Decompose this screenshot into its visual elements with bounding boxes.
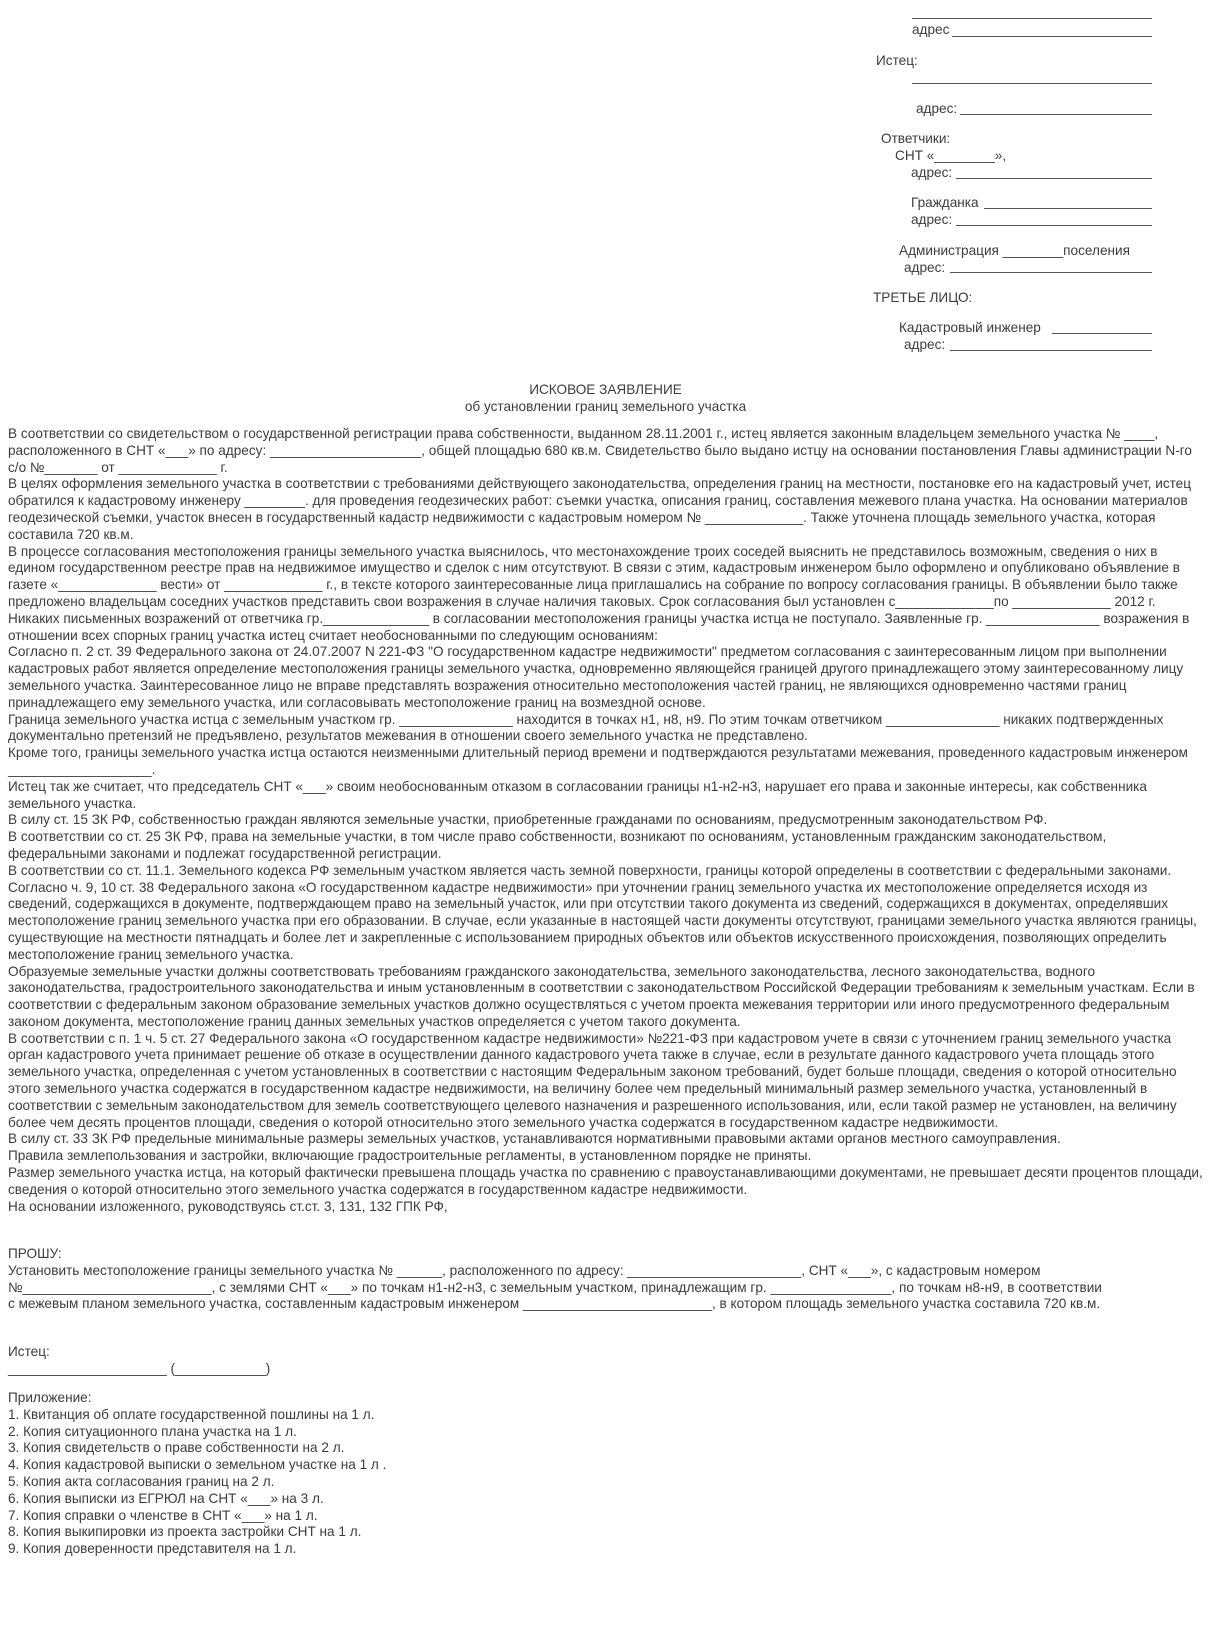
signature-label: Истец: [8,1344,50,1359]
request-section [8,1246,1203,1313]
request-line: №_________________________, с землями СНТ «___» по точкам н1-н2-н3, с земельным участком, принадлежащим гр. ________________, по точкам н8-н9, в соответствии [8,1279,1102,1295]
document-title [0,382,1211,416]
paragraph: В соответствии со ст. 25 ЗК РФ, права на земельные участки, в том числе право собственности, возникают по основаниям, установленным гражданским законодательством, федеральными законами и подлежат государственной регистрации. [8,829,1107,861]
paragraph: В силу ст. 33 ЗК РФ предельные минимальные размеры земельных участков, устанавливаются нормативными правовыми актами органов местного самоуправления. [8,1131,1061,1147]
paragraph: В соответствии со свидетельством о государственной регистрации права собственности, выданном 28.11.2001 г., истец является законным владельцем земельного участка № ____, расположенного в СНТ «___» по адресу: ____________________, общей площадью 680 кв.м. Свидетельство было выдано истцу на основании постановления Главы администрации N-го с/о №_______ от _____________ г. [8,426,1192,475]
third-party-label: ТРЕТЬЕ ЛИЦО: [873,290,973,305]
paragraph: В соответствии с п. 1 ч. 5 ст. 27 Федерального закона «О государственном кадастре недвижимости» №221-ФЗ при кадастровом учете в связи с уточнением границ земельного участка орган кадастрового учета принимает решение об отказе в осуществлении данного кадастрового учета также в случае, если в результате данного кадастрового учета площадь этого земельного участка, определенная с учетом установленных в соответствии с настоящим Федеральным законом требований, будет больше площади, сведения о которой относительно этого земельного участка содержатся в государственном кадастре недвижимости, на величину более чем предельный минимальный размер земельного участка, установленный в соответствии с земельным законодательством для земель соответствующего целевого назначения и разрешенного использования, или, если такой размер не установлен, на величину более чем десять процентов площади, сведения о которой относительно этого земельного участка содержатся в государственном кадастре недвижимости. [8,1030,1177,1130]
appendix-item: 7. Копия справки о членстве в СНТ «___» на 1 л. [8,1507,318,1523]
plaintiff-name-underline [912,83,1152,84]
appendix-item: 3. Копия свидетельств о праве собственности на 2 л. [8,1440,345,1456]
paragraph: Никаких письменных возражений от ответчика гр.______________ в согласовании местоположения границы участка истца не поступало. Заявленные гр. _______________ возражения в отношении всех спорных границ участка истец считает необоснованными по следующим основаниям: [8,610,1190,643]
citizen-name-underline [984,208,1152,209]
paragraph: Образуемые земельные участки должны соответствовать требованиям гражданского законодательства, земельного законодательства, лесного законодательства, водного законодательства, градостроительного законодательства и иным установленным в соответствии с законодательством Российской Федерации требованиям к земельным участкам. Если в соответствии с федеральным законом образование земельных участков должно осуществляться с учетом проекта межевания территории или иного предусмотренного федеральным законом документа, местоположение границ данных земельных участков определяется с учетом такого документа. [8,963,1195,1029]
paragraph: В соответствии со ст. 11.1. Земельного кодекса РФ земельным участком является часть земной поверхности, границы которой определены в соответствии с федеральными законами. [8,862,1172,878]
snt-address-underline [956,178,1152,179]
statement-body [8,426,1203,1215]
cadastral-engineer-underline [1052,333,1152,334]
appendix-item: 1. Квитанция об оплате государственной пошлины на 1 л. [8,1406,375,1422]
snt-address-label: адрес: [911,165,953,180]
title-line-2: об установлении границ земельного участка [464,398,747,414]
paragraph: Согласно п. 2 ст. 39 Федерального закона от 24.07.2007 N 221-ФЗ "О государственном кадастре недвижимости" предметом согласования с заинтересованным лицом при выполнении кадастровых работ является определение местоположения границы земельного участка, одновременно являющейся границей другого принадлежащего этому заинтересованному лицу земельного участка. Заинтересованное лицо не вправе представлять возражения относительно местоположения частей границ, не являющихся одновременно частями границ принадлежащего ему земельного участка, или согласовывать местоположение границ на возмездной основе. [8,644,1184,710]
paragraph: Истец так же считает, что председатель СНТ «___» своим необоснованным отказом в согласовании границы н1-н2-н3, нарушает его права и законные интересы, как собственника земельного участка. [8,778,1147,811]
plaintiff-address-underline [960,114,1152,115]
citizen-address-label: адрес: [911,212,953,227]
paragraph: В силу ст. 15 ЗК РФ, собственностью граждан являются земельные участки, приобретенные гражданами по основаниям, предусмотренным законодательством РФ. [8,812,1048,828]
paragraph: В процессе согласования местоположения границы земельного участка выяснилось, что местонахождение троих соседей выяснить не представилось возможным, сведения о них в едином государственном реестре прав на недвижимое имущество и сделок с ним отсутствуют. В связи с этим, кадастровым инженером было оформлено и опубликовано объявление в газете «_____________ вести» от _____________ г., в тексте которого заинтересованные лица приглашались на собрание по вопросу согласования границы. В объявлении было также предложено владельцам соседних участков представить свои возражения в случае наличия таковых. Срок согласования был установлен с_____________по _____________ 2012 г. [8,543,1180,609]
appendix-section [8,1390,1203,1558]
appendix-item: 8. Копия выкипировки из проекта застройки СНТ на 1 л. [8,1524,362,1540]
title-line-1: ИСКОВОЕ ЗАЯВЛЕНИЕ [529,382,682,397]
cadastral-engineer-label: Кадастровый инженер [899,320,1041,335]
paragraph: Размер земельного участка истца, на который фактически превышена площадь участка по сравнению с правоустанавливающими документами, не превышает десяти процентов площади, сведения о которой относительно этого земельного участка содержатся в государственном кадастре недвижимости. [8,1165,1203,1197]
appendix-item: 2. Копия ситуационного плана участка на 1 л. [8,1423,297,1439]
paragraph: На основании изложенного, руководствуясь ст.ст. 3, 131, 132 ГПК РФ, [8,1198,448,1214]
signature-line: _____________________ (____________) [8,1360,271,1376]
request-label: ПРОШУ: [8,1246,62,1261]
snt-line: СНТ «________», [895,148,1007,163]
appendix-item: 6. Копия выписки из ЕГРЮЛ на СНТ «___» на 3 л. [8,1490,324,1506]
citizen-address-underline [956,225,1152,226]
paragraph: В целях оформления земельного участка в соответствии с требованиями действующего законодательства, определения границ на местности, постановке его на кадастровый учет, истец обратился к кадастровому инженеру ________. для проведения геодезических работ: съемки участка, описания границ, составления межевого плана участка. На основании материалов геодезической съемки, участок внесен в государственный кадастр недвижимости с кадастровым номером № _____________. Также уточнена площадь земельного участка, которая составила 720 кв.м. [8,476,1192,542]
appendix-item: 4. Копия кадастровой выписки о земельном участке на 1 л . [8,1457,387,1473]
appendix-item: 5. Копия акта согласования границ на 2 л. [8,1473,275,1489]
court-address-label: адрес [912,22,950,37]
plaintiff-address-label: адрес: [916,101,958,116]
plaintiff-label: Истец: [876,53,918,68]
paragraph: Согласно ч. 9, 10 ст. 38 Федерального закона «О государственном кадастре недвижимости» при уточнении границ земельного участка их местоположение определяется исходя из сведений, содержащихся в документе, подтверждающем право на земельный участок, или при отсутствии такого документа из сведений, содержащихся в документах, определявших местоположение границ земельного участка при его образовании. В случае, если указанные в настоящей части документы отсутствуют, границами земельного участка являются границы, существующие на местности пятнадцать и более лет и закрепленные с использованием природных объектов или объектов искусственного происхождения, позволяющих определить местоположение границ земельного участка. [8,879,1197,962]
paragraph: Кроме того, границы земельного участка истца остаются неизменными длительный период времени и подтверждаются результатами межевания, проведенного кадастровым инженером ___________________. [8,745,1188,777]
appendix-item: 9. Копия доверенности представителя на 1 л. [8,1541,297,1557]
appendix-label: Приложение: [8,1390,92,1405]
administration-label: Администрация ________поселения [899,243,1130,258]
header-block [0,0,1211,370]
request-line: с межевым планом земельного участка, составленным кадастровым инженером _________________________, в котором площадь земельного участка составила 720 кв.м. [8,1296,1101,1312]
paragraph: Граница земельного участка истца с земельным участком гр. _______________ находится в точках н1, н8, н9. По этим точкам ответчиком _______________ никаких подтвержденных документально претензий не предъявлено, результатов межевания в отношении своего земельного участка не представлено. [8,711,1164,744]
court-address-underline [952,36,1152,37]
defendants-label: Ответчики: [881,131,951,146]
administration-address-underline [950,272,1152,273]
cadastral-engineer-address-underline [950,350,1152,351]
court-name-underline [912,18,1152,19]
citizen-label: Гражданка [911,195,979,210]
administration-address-label: адрес: [904,260,946,275]
signature-section [8,1344,1203,1378]
request-line: Установить местоположение границы земельного участка № ______, расположенного по адресу: _______________________, СНТ «___», с кадастровым номером [8,1262,1041,1278]
paragraph: Правила землепользования и застройки, включающие градостроительные регламенты, в установленном порядке не приняты. [8,1148,812,1164]
cadastral-engineer-address-label: адрес: [904,337,946,352]
